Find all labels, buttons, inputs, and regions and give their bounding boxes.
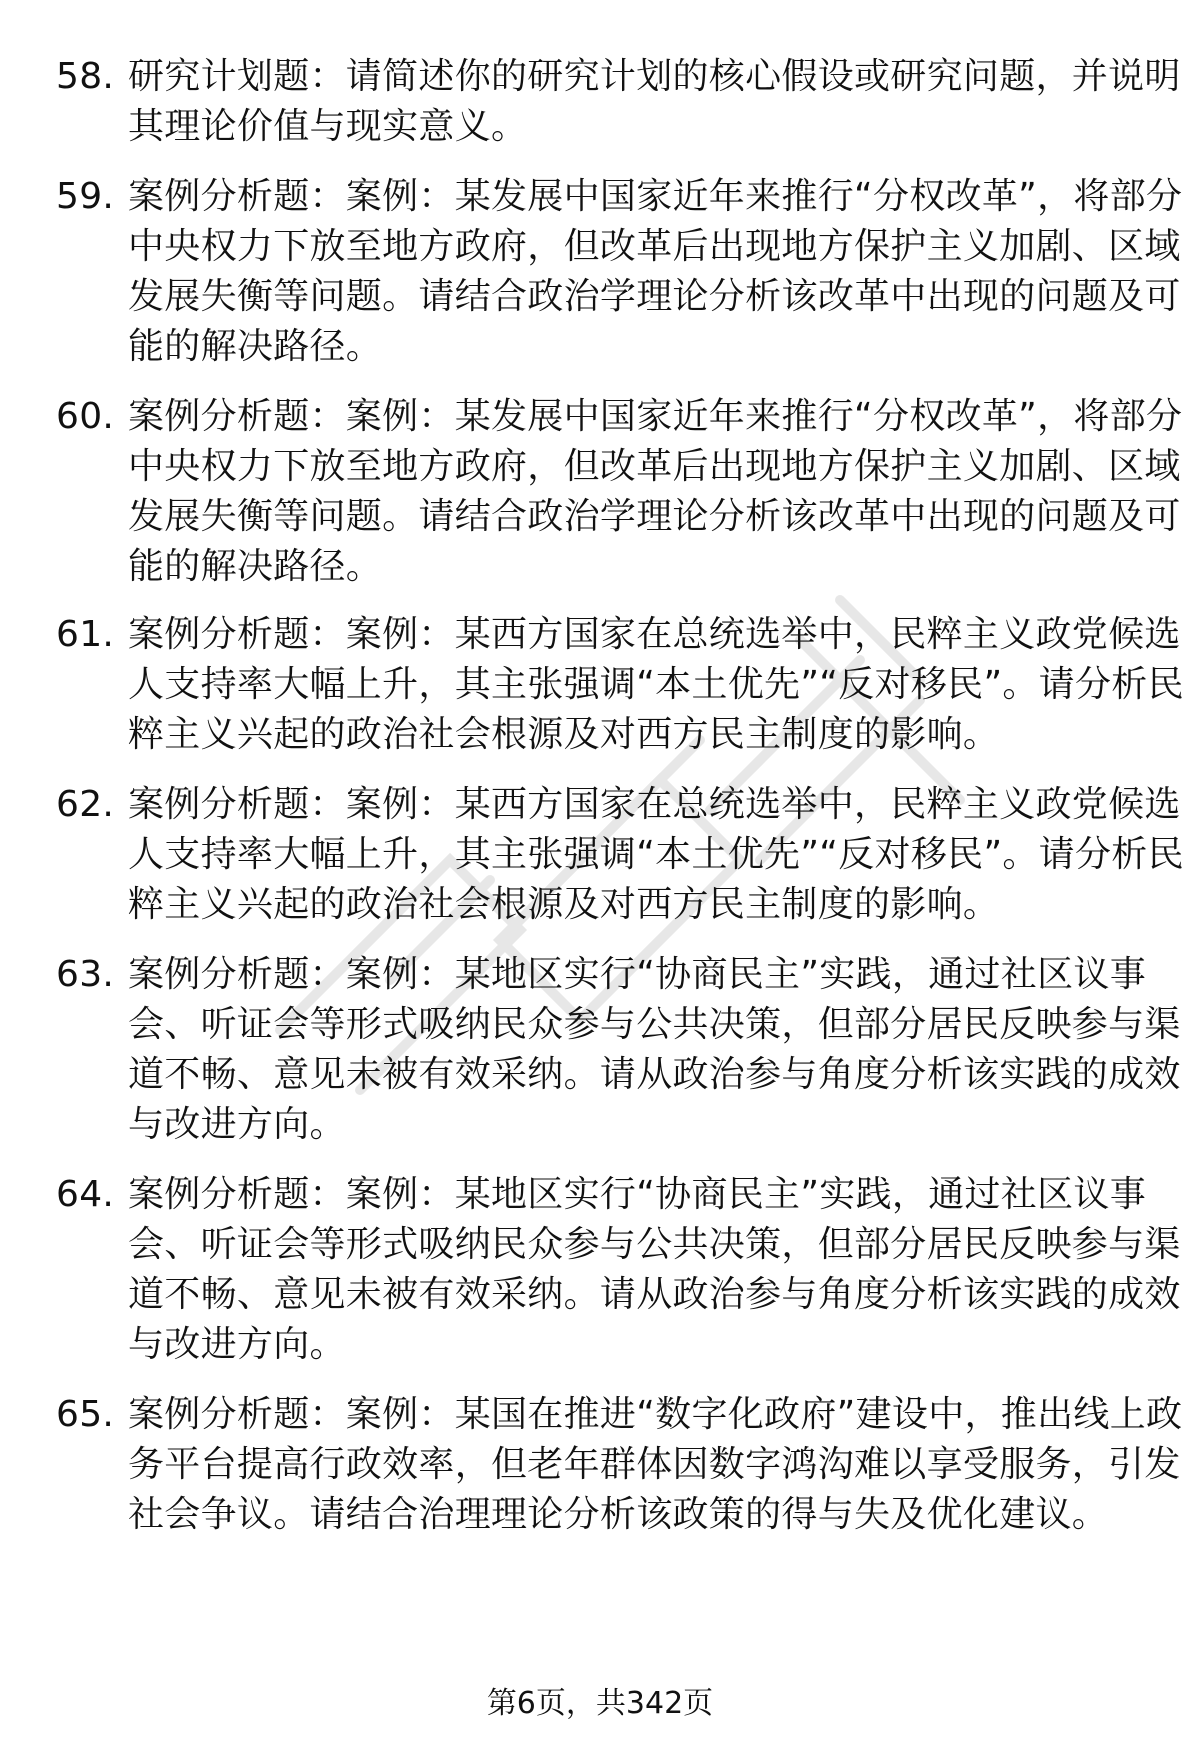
question-text: 研究计划题：请简述你的研究计划的核心假设或研究问题，并说明其理论价值与现实意义。 [128,56,1181,147]
question-number: 63. [56,954,115,995]
question-number: 61. [56,614,115,655]
question-text: 案例分析题：案例：某发展中国家近年来推行“分权改革”，将部分中央权力下放至地方政府，但改革后出现地方保护主义加剧、区域发展失衡等问题。请结合政治学理论分析该改革中出现的问题及可能的解决路径。 [128,396,1183,587]
question-number: 65. [56,1394,115,1435]
question-text: 案例分析题：案例：某西方国家在总统选举中，民粹主义政党候选人支持率大幅上升，其主张强调“本土优先”“反对移民”。请分析民粹主义兴起的政治社会根源及对西方民主制度的影响。 [128,784,1184,925]
question-text: 案例分析题：案例：某西方国家在总统选举中，民粹主义政党候选人支持率大幅上升，其主张强调“本土优先”“反对移民”。请分析民粹主义兴起的政治社会根源及对西方民主制度的影响。 [128,614,1184,755]
question-text: 案例分析题：案例：某发展中国家近年来推行“分权改革”，将部分中央权力下放至地方政府，但改革后出现地方保护主义加剧、区域发展失衡等问题。请结合政治学理论分析该改革中出现的问题及可能的解决路径。 [128,176,1183,367]
question-number: 59. [56,176,115,217]
question-number: 62. [56,784,115,825]
question-number: 64. [56,1174,115,1215]
question-number: 60. [56,396,115,437]
page-footer: 第6页，共342页 [486,1686,714,1721]
question-text: 案例分析题：案例：某地区实行“协商民主”实践，通过社区议事会、听证会等形式吸纳民众参与公共决策，但部分居民反映参与渠道不畅、意见未被有效采纳。请从政治参与角度分析该实践的成效与改进方向。 [128,1174,1181,1365]
question-text: 案例分析题：案例：某国在推进“数字化政府”建设中，推出线上政务平台提高行政效率，但老年群体因数字鸿沟难以享受服务，引发社会争议。请结合治理理论分析该政策的得与失及优化建议。 [128,1394,1183,1535]
question-number: 58. [56,56,115,97]
question-text: 案例分析题：案例：某地区实行“协商民主”实践，通过社区议事会、听证会等形式吸纳民众参与公共决策，但部分居民反映参与渠道不畅、意见未被有效采纳。请从政治参与角度分析该实践的成效与改进方向。 [128,954,1181,1145]
